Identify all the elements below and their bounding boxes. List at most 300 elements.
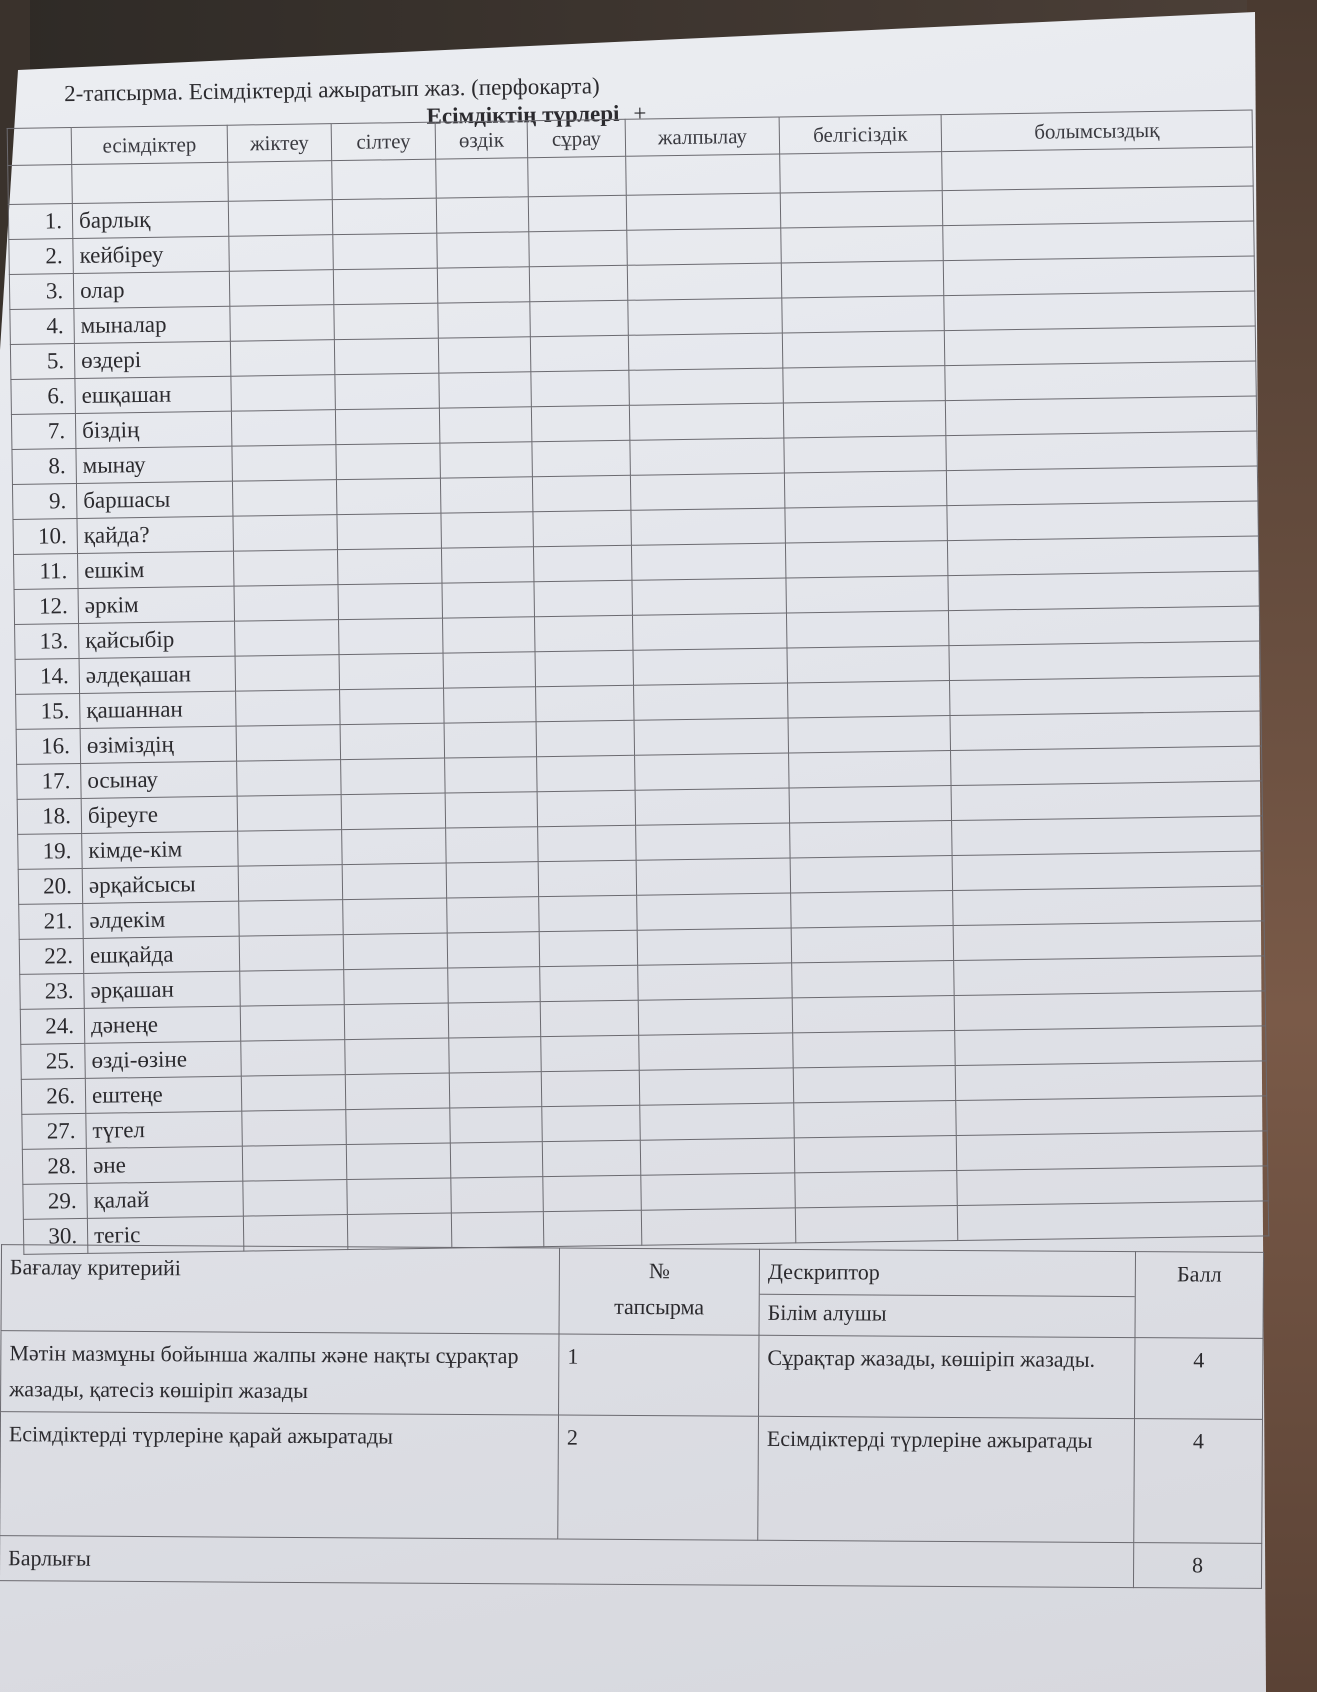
answer-cell[interactable]	[953, 921, 1264, 961]
answer-cell[interactable]	[541, 1035, 640, 1071]
pronoun-word: олар	[73, 271, 230, 308]
answer-cell[interactable]	[440, 442, 533, 478]
row-number: 15.	[16, 693, 81, 729]
answer-cell[interactable]	[791, 891, 954, 928]
answer-cell[interactable]	[343, 898, 448, 935]
answer-cell[interactable]	[530, 335, 629, 371]
answer-cell[interactable]	[238, 830, 343, 867]
group-header-text: Есімдіктің түрлері	[426, 100, 620, 129]
answer-cell[interactable]	[957, 1166, 1268, 1206]
answer-cell[interactable]	[233, 550, 338, 587]
header-cell: сілтеу	[331, 122, 436, 161]
answer-cell[interactable]	[238, 865, 343, 902]
answer-cell[interactable]	[344, 968, 449, 1005]
answer-cell[interactable]	[346, 1108, 451, 1145]
pronoun-word: мыналар	[74, 306, 231, 343]
answer-cell[interactable]	[795, 1171, 958, 1208]
row-number: 19.	[18, 833, 83, 869]
answer-cell[interactable]	[629, 368, 784, 405]
answer-cell[interactable]	[240, 970, 345, 1007]
empty-cell	[528, 156, 627, 196]
answer-cell[interactable]	[627, 263, 782, 300]
row-number: 1.	[8, 204, 73, 240]
answer-cell[interactable]	[954, 956, 1265, 996]
empty-cell	[228, 161, 333, 202]
answer-cell[interactable]	[785, 506, 948, 543]
answer-cell[interactable]	[628, 298, 783, 335]
row-number: 11.	[14, 553, 79, 589]
answer-cell[interactable]	[792, 996, 955, 1033]
row-number: 16.	[16, 728, 81, 764]
answer-cell[interactable]	[345, 1038, 450, 1075]
answer-cell[interactable]	[637, 893, 792, 930]
answer-cell[interactable]	[793, 1066, 956, 1103]
pronoun-word: ешқашан	[75, 376, 232, 413]
answer-cell[interactable]	[794, 1101, 957, 1138]
answer-cell[interactable]	[786, 576, 949, 613]
answer-cell[interactable]	[438, 337, 531, 373]
answer-cell[interactable]	[443, 617, 536, 653]
task-cell: 2	[558, 1415, 759, 1540]
answer-cell[interactable]	[534, 580, 633, 616]
answer-cell[interactable]	[342, 863, 447, 900]
task-cell: 1	[559, 1334, 759, 1416]
pronoun-word: әрқашан	[84, 971, 241, 1008]
answer-cell[interactable]	[448, 967, 541, 1003]
answer-cell[interactable]	[629, 403, 784, 440]
answer-cell[interactable]	[337, 548, 442, 585]
pronoun-word: қалай	[87, 1181, 244, 1218]
empty-cell	[942, 147, 1254, 191]
row-number: 30.	[23, 1218, 88, 1254]
answer-cell[interactable]	[944, 326, 1255, 366]
row-number: 26.	[21, 1078, 86, 1114]
answer-cell[interactable]	[783, 366, 946, 403]
pronoun-word: өздері	[74, 341, 231, 378]
answer-cell[interactable]	[237, 760, 342, 797]
answer-cell[interactable]	[533, 545, 632, 581]
answer-cell[interactable]	[633, 648, 788, 685]
answer-cell[interactable]	[794, 1136, 957, 1173]
answer-cell[interactable]	[543, 1175, 642, 1211]
answer-cell[interactable]	[448, 1002, 541, 1038]
answer-cell[interactable]	[229, 235, 334, 272]
answer-cell[interactable]	[952, 851, 1263, 891]
row-number: 6.	[11, 379, 76, 415]
answer-cell[interactable]	[228, 200, 333, 237]
answer-cell[interactable]	[943, 256, 1254, 296]
answer-cell[interactable]	[239, 935, 344, 972]
answer-cell[interactable]	[441, 547, 534, 583]
answer-cell[interactable]	[795, 1206, 958, 1243]
row-number: 20.	[18, 868, 83, 904]
answer-cell[interactable]	[946, 466, 1257, 506]
row-number: 3.	[9, 274, 74, 310]
answer-cell[interactable]	[792, 961, 955, 998]
descriptor-header	[759, 1249, 1136, 1337]
row-number: 2.	[9, 239, 74, 275]
answer-cell[interactable]	[347, 1213, 452, 1250]
descriptor-title: Дескриптор	[767, 1258, 880, 1285]
answer-cell[interactable]	[443, 652, 536, 688]
total-score: 8	[1133, 1543, 1261, 1589]
answer-cell[interactable]	[634, 718, 789, 755]
answer-cell[interactable]	[788, 681, 951, 718]
answer-cell[interactable]	[231, 375, 336, 412]
answer-cell[interactable]	[540, 965, 639, 1001]
answer-cell[interactable]	[790, 821, 953, 858]
answer-cell[interactable]	[533, 510, 632, 546]
answer-cell[interactable]	[340, 688, 445, 725]
answer-cell[interactable]	[440, 477, 533, 513]
answer-cell[interactable]	[540, 1000, 639, 1036]
answer-cell[interactable]	[946, 431, 1257, 471]
answer-cell[interactable]	[641, 1208, 796, 1245]
answer-cell[interactable]	[444, 722, 537, 758]
answer-cell[interactable]	[446, 862, 539, 898]
answer-cell[interactable]	[791, 926, 954, 963]
answer-cell[interactable]	[332, 198, 437, 235]
answer-cell[interactable]	[542, 1140, 641, 1176]
answer-cell[interactable]	[237, 795, 342, 832]
row-number: 22.	[19, 938, 84, 974]
answer-cell[interactable]	[539, 895, 638, 931]
answer-cell[interactable]	[339, 653, 444, 690]
answer-cell[interactable]	[640, 1103, 795, 1140]
answer-cell[interactable]	[954, 991, 1265, 1031]
score-cell: 4	[1134, 1419, 1263, 1544]
header-cell: сұрау	[527, 119, 626, 157]
answer-cell[interactable]	[450, 1107, 543, 1143]
answer-cell[interactable]	[950, 711, 1261, 751]
answer-cell[interactable]	[333, 233, 438, 270]
answer-cell[interactable]	[531, 370, 630, 406]
pronoun-word: кейбіреу	[73, 236, 230, 273]
answer-cell[interactable]	[242, 1145, 347, 1182]
answer-cell[interactable]	[534, 615, 633, 651]
pronoun-word: әлдекім	[83, 901, 240, 938]
answer-cell[interactable]	[789, 786, 952, 823]
answer-cell[interactable]	[333, 268, 438, 305]
answer-cell[interactable]	[241, 1075, 346, 1112]
answer-cell[interactable]	[536, 720, 635, 756]
pronoun-word: кімде-кім	[82, 831, 239, 868]
answer-cell[interactable]	[529, 230, 628, 266]
pronoun-word: әлдеқашан	[79, 656, 236, 693]
answer-cell[interactable]	[630, 438, 785, 475]
answer-cell[interactable]	[635, 753, 790, 790]
answer-cell[interactable]	[535, 650, 634, 686]
answer-cell[interactable]	[786, 611, 949, 648]
answer-cell[interactable]	[627, 228, 782, 265]
answer-cell[interactable]	[449, 1072, 542, 1108]
answer-cell[interactable]	[782, 331, 945, 368]
pronoun-word: қайда?	[77, 516, 234, 553]
answer-cell[interactable]	[451, 1212, 544, 1248]
answer-cell[interactable]	[538, 825, 637, 861]
pronoun-word: әне	[86, 1146, 243, 1183]
answer-cell[interactable]	[635, 788, 790, 825]
answer-cell[interactable]	[784, 471, 947, 508]
answer-cell[interactable]	[239, 900, 344, 937]
answer-cell[interactable]	[947, 501, 1258, 541]
empty-cell	[436, 158, 529, 198]
answer-cell[interactable]	[638, 998, 793, 1035]
answer-cell[interactable]	[335, 373, 440, 410]
answer-cell[interactable]	[945, 361, 1256, 401]
answer-cell[interactable]	[341, 793, 446, 830]
answer-cell[interactable]	[342, 828, 447, 865]
answer-cell[interactable]	[445, 757, 538, 793]
answer-cell[interactable]	[638, 963, 793, 1000]
answer-cell[interactable]	[341, 758, 446, 795]
answer-cell[interactable]	[346, 1143, 451, 1180]
answer-cell[interactable]	[241, 1040, 346, 1077]
answer-cell[interactable]	[628, 333, 783, 370]
pronoun-word: дәнеңе	[84, 1006, 241, 1043]
score-cell: 4	[1134, 1338, 1262, 1420]
answer-cell[interactable]	[949, 641, 1260, 681]
answer-cell[interactable]	[240, 1005, 345, 1042]
answer-cell[interactable]	[437, 267, 530, 303]
answer-cell[interactable]	[956, 1131, 1267, 1171]
pronoun-word: қайсыбір	[79, 621, 236, 658]
answer-cell[interactable]	[955, 1026, 1266, 1066]
row-number: 4.	[10, 309, 75, 345]
row-number: 9.	[12, 483, 77, 519]
header-cell: өздік	[435, 121, 528, 159]
answer-cell[interactable]	[945, 396, 1256, 436]
header-cell: белгісіздік	[779, 115, 942, 154]
pronoun-word: ештеңе	[85, 1076, 242, 1113]
answer-cell[interactable]	[530, 300, 629, 336]
answer-cell[interactable]	[630, 473, 785, 510]
answer-cell[interactable]	[780, 191, 943, 228]
row-number: 18.	[17, 798, 82, 834]
answer-cell[interactable]	[343, 933, 448, 970]
answer-cell[interactable]	[539, 930, 638, 966]
answer-cell[interactable]	[531, 405, 630, 441]
answer-cell[interactable]	[336, 443, 441, 480]
answer-cell[interactable]	[947, 536, 1258, 576]
answer-cell[interactable]	[232, 445, 337, 482]
answer-cell[interactable]	[336, 478, 441, 515]
empty-cell	[626, 154, 781, 195]
answer-cell[interactable]	[231, 410, 336, 447]
answer-cell[interactable]	[446, 827, 539, 863]
answer-cell[interactable]	[943, 221, 1254, 261]
answer-cell[interactable]	[793, 1031, 956, 1068]
answer-cell[interactable]	[447, 932, 540, 968]
answer-cell[interactable]	[345, 1073, 450, 1110]
pronoun-word: біздің	[75, 411, 232, 448]
answer-cell[interactable]	[340, 723, 445, 760]
answer-cell[interactable]	[235, 620, 340, 657]
answer-cell[interactable]	[236, 690, 341, 727]
empty-cell	[72, 162, 229, 203]
answer-cell[interactable]	[234, 585, 339, 622]
answer-cell[interactable]	[536, 685, 635, 721]
answer-cell[interactable]	[953, 886, 1264, 926]
answer-cell[interactable]	[785, 541, 948, 578]
answer-cell[interactable]	[442, 582, 535, 618]
answer-cell[interactable]	[641, 1173, 796, 1210]
answer-cell[interactable]	[640, 1138, 795, 1175]
row-number: 7.	[11, 414, 76, 450]
assessment-row	[1, 1331, 1263, 1420]
answer-cell[interactable]	[337, 513, 442, 550]
answer-cell[interactable]	[230, 305, 335, 342]
answer-cell[interactable]	[451, 1177, 544, 1213]
row-number: 5.	[10, 344, 75, 380]
descriptor-cell: Сұрақтар жазады, көшіріп жазады.	[759, 1335, 1135, 1418]
task-no-word: тапсырма	[614, 1293, 705, 1320]
answer-cell[interactable]	[339, 618, 444, 655]
answer-cell[interactable]	[344, 1003, 449, 1040]
answer-cell[interactable]	[335, 408, 440, 445]
pronoun-word: баршасы	[76, 481, 233, 518]
answer-cell[interactable]	[236, 725, 341, 762]
header-cell: жалпылау	[625, 117, 780, 156]
pronoun-word: тегіс	[87, 1216, 244, 1253]
answer-cell[interactable]	[445, 792, 538, 828]
answer-cell[interactable]	[639, 1033, 794, 1070]
answer-cell[interactable]	[529, 265, 628, 301]
answer-cell[interactable]	[957, 1201, 1268, 1241]
answer-cell[interactable]	[233, 515, 338, 552]
row-number: 23.	[20, 973, 85, 1009]
answer-cell[interactable]	[636, 858, 791, 895]
answer-cell[interactable]	[235, 655, 340, 692]
criterion-cell: Есімдіктерді түрлеріне қарай ажыратады	[0, 1412, 559, 1539]
answer-cell[interactable]	[951, 746, 1262, 786]
answer-cell[interactable]	[334, 303, 439, 340]
assessment-table	[0, 1244, 1264, 1589]
criterion-cell: Мәтін мазмұны бойынша жалпы және нақты сұрақтар жазады, қатесіз көшіріп жазады	[1, 1331, 559, 1415]
answer-cell[interactable]	[951, 781, 1262, 821]
answer-cell[interactable]	[781, 226, 944, 263]
answer-cell[interactable]	[782, 296, 945, 333]
answer-cell[interactable]	[631, 508, 786, 545]
answer-cell[interactable]	[439, 407, 532, 443]
score-header: Балл	[1135, 1252, 1264, 1339]
answer-cell[interactable]	[229, 270, 334, 307]
assessment-row	[0, 1412, 1262, 1544]
answer-cell[interactable]	[528, 195, 627, 231]
pronoun-table-body	[7, 110, 1269, 1254]
answer-cell[interactable]	[632, 613, 787, 650]
answer-cell[interactable]	[537, 790, 636, 826]
pronoun-word: мынау	[76, 446, 233, 483]
answer-cell[interactable]	[532, 475, 631, 511]
answer-cell[interactable]	[944, 291, 1255, 331]
pronoun-word: біреуге	[81, 796, 238, 833]
answer-cell[interactable]	[334, 338, 439, 375]
total-row	[0, 1536, 1262, 1589]
answer-cell[interactable]	[626, 193, 781, 230]
pronoun-word: осынау	[81, 761, 238, 798]
answer-cell[interactable]	[447, 897, 540, 933]
answer-cell[interactable]	[347, 1178, 452, 1215]
answer-cell[interactable]	[956, 1096, 1267, 1136]
answer-cell[interactable]	[438, 302, 531, 338]
answer-cell[interactable]	[634, 683, 789, 720]
answer-cell[interactable]	[783, 401, 946, 438]
pronoun-word: өзді-өзіне	[85, 1041, 242, 1078]
answer-cell[interactable]	[948, 606, 1259, 646]
pronoun-table	[7, 110, 1270, 1255]
answer-cell[interactable]	[437, 232, 530, 268]
task-no-header	[559, 1248, 760, 1335]
answer-cell[interactable]	[787, 646, 950, 683]
row-number: 12.	[14, 588, 79, 624]
answer-cell[interactable]	[232, 480, 337, 517]
answer-cell[interactable]	[243, 1180, 348, 1217]
task-no-symbol: №	[648, 1258, 670, 1284]
answer-cell[interactable]	[639, 1068, 794, 1105]
answer-cell[interactable]	[542, 1105, 641, 1141]
row-number: 21.	[19, 903, 84, 939]
answer-cell[interactable]	[532, 440, 631, 476]
answer-cell[interactable]	[788, 716, 951, 753]
assessment-header-row	[1, 1245, 1264, 1339]
answer-cell[interactable]	[955, 1061, 1266, 1101]
row-number: 24.	[20, 1008, 85, 1044]
empty-cell	[8, 165, 73, 205]
answer-cell[interactable]	[543, 1210, 642, 1246]
answer-cell[interactable]	[230, 340, 335, 377]
answer-cell[interactable]	[637, 928, 792, 965]
answer-cell[interactable]	[631, 543, 786, 580]
pronoun-word: түгел	[86, 1111, 243, 1148]
answer-cell[interactable]	[441, 512, 534, 548]
answer-cell[interactable]	[789, 751, 952, 788]
answer-cell[interactable]	[449, 1037, 542, 1073]
answer-cell[interactable]	[541, 1070, 640, 1106]
answer-cell[interactable]	[436, 197, 529, 233]
header-cell: есімдіктер	[71, 125, 228, 164]
answer-cell[interactable]	[632, 578, 787, 615]
empty-cell	[780, 152, 943, 193]
pronoun-word: ешқайда	[83, 936, 240, 973]
header-cell: жіктеу	[227, 124, 332, 163]
answer-cell[interactable]	[781, 261, 944, 298]
row-number: 14.	[15, 658, 80, 694]
answer-cell[interactable]	[636, 823, 791, 860]
row-number: 8.	[12, 449, 77, 485]
answer-cell[interactable]	[949, 676, 1260, 716]
answer-cell[interactable]	[948, 571, 1259, 611]
answer-cell[interactable]	[784, 436, 947, 473]
answer-cell[interactable]	[338, 583, 443, 620]
pronoun-word: ешкім	[78, 551, 235, 588]
answer-cell[interactable]	[444, 687, 537, 723]
answer-cell[interactable]	[439, 372, 532, 408]
answer-cell[interactable]	[242, 1110, 347, 1147]
answer-cell[interactable]	[537, 755, 636, 791]
pronoun-word: әркім	[78, 586, 235, 623]
pronoun-word: барлық	[72, 201, 229, 238]
answer-cell[interactable]	[942, 186, 1253, 226]
answer-cell[interactable]	[952, 816, 1263, 856]
answer-cell[interactable]	[450, 1142, 543, 1178]
row-number: 27.	[22, 1113, 87, 1149]
descriptor-cell: Есімдіктерді түрлеріне ажыратады	[758, 1416, 1135, 1542]
answer-cell[interactable]	[790, 856, 953, 893]
task-title: 2-тапсырма. Есімдіктерді ажыратып жаз. (перфокарта)	[63, 73, 600, 107]
row-number: 29.	[23, 1183, 88, 1219]
answer-cell[interactable]	[538, 860, 637, 896]
